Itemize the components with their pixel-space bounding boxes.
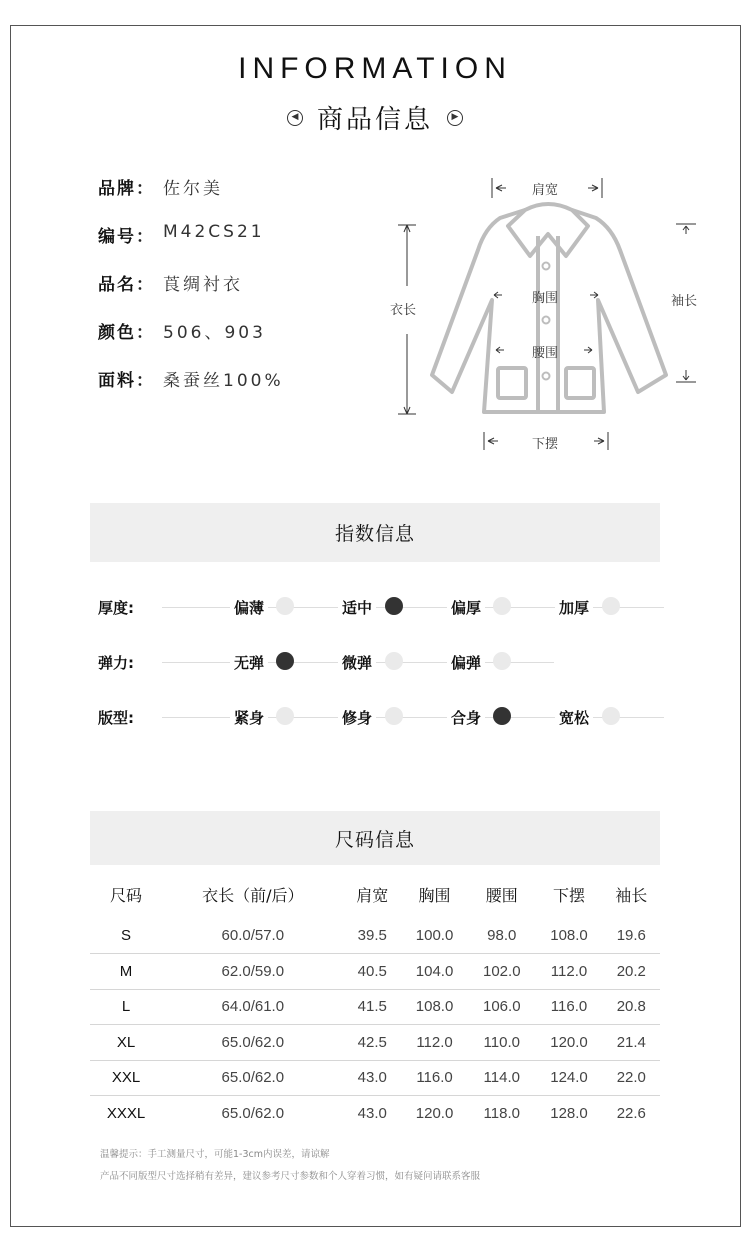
option-slim: 修身: [338, 707, 376, 728]
index-table: [98, 580, 668, 745]
index-label: 版型:: [98, 709, 134, 727]
table-cell: 118.0: [483, 1105, 520, 1122]
table-cell: 21.4: [603, 1025, 660, 1061]
table-cell: XXXL: [106, 1105, 146, 1122]
table-cell: 104.0: [401, 954, 468, 990]
table-cell: 106.0: [468, 989, 535, 1025]
option-stretch: 偏弹: [447, 652, 485, 673]
info-value: M42CS21: [163, 222, 265, 242]
info-key: 品名: [98, 275, 136, 295]
index-label: 厚度:: [98, 599, 134, 617]
table-cell: 98.0: [468, 918, 535, 954]
info-row-name: 品名 ： 莨绸衬衣: [98, 270, 284, 318]
size-section-header: 尺码信息: [90, 811, 660, 865]
option-dot: [385, 652, 403, 670]
table-row: [90, 989, 660, 1025]
info-row-fabric: 面料 ： 桑蚕丝100%: [98, 366, 284, 414]
table-cell: XXL: [90, 1060, 162, 1096]
table-cell: 22.6: [616, 1105, 646, 1122]
info-value: 506、903: [163, 323, 266, 343]
table-cell: 65.0/62.0: [162, 1060, 344, 1096]
column-header: 肩宽: [356, 885, 389, 905]
table-cell: 62.0/59.0: [162, 954, 344, 990]
table-cell: 43.0: [357, 1105, 387, 1122]
page-title-chinese: 商品信息: [316, 105, 433, 135]
info-key: 编号: [98, 227, 136, 247]
table-row: [90, 1060, 660, 1096]
option-dot: [602, 597, 620, 615]
option-slight-stretch: 微弹: [338, 652, 376, 673]
index-label: 弹力:: [98, 654, 134, 672]
table-cell: 20.8: [603, 989, 660, 1025]
table-cell: 120.0: [535, 1025, 602, 1061]
table-cell: 22.0: [603, 1060, 660, 1096]
page-title-chinese-row: [0, 99, 750, 136]
option-thin: 偏薄: [230, 597, 268, 618]
option-dot: [385, 707, 403, 725]
table-cell: 20.2: [603, 954, 660, 990]
label-sleeve: 袖长: [671, 294, 698, 309]
table-cell: 65.0/62.0: [221, 1105, 285, 1122]
option-dot: [493, 652, 511, 670]
info-key: 面料: [98, 371, 136, 391]
option-dot: [276, 597, 294, 615]
info-row-color: 颜色 ： 506、903: [98, 318, 284, 366]
column-header: 尺码: [109, 885, 142, 905]
label-length: 衣长: [390, 303, 417, 318]
column-header: 胸围: [418, 885, 451, 905]
table-cell: 42.5: [344, 1025, 401, 1061]
index-row-thickness: [98, 580, 668, 635]
info-value: 佐尔美: [163, 179, 223, 199]
table-cell: 116.0: [535, 989, 602, 1025]
table-row: [90, 954, 660, 990]
table-cell: XL: [90, 1025, 162, 1061]
option-loose: 宽松: [555, 707, 593, 728]
table-cell: 19.6: [603, 918, 660, 954]
table-row: [90, 1025, 660, 1061]
table-cell: 124.0: [535, 1060, 602, 1096]
option-dot-selected: [276, 652, 294, 670]
label-chest: 胸围: [532, 291, 559, 306]
table-cell: 64.0/61.0: [162, 989, 344, 1025]
option-medium: 适中: [338, 597, 376, 618]
option-dot: [276, 707, 294, 725]
table-cell: 110.0: [468, 1025, 535, 1061]
size-table-header-row: [90, 870, 660, 918]
table-cell: 108.0: [535, 918, 602, 954]
column-header: 衣长（前/后）: [202, 885, 304, 905]
table-cell: M: [90, 954, 162, 990]
table-cell: 100.0: [401, 918, 468, 954]
column-header: 腰围: [485, 885, 518, 905]
table-cell: 112.0: [401, 1025, 468, 1061]
info-row-code: 编号 ： M42CS21: [98, 222, 265, 247]
label-shoulder: 肩宽: [532, 183, 559, 198]
info-value: 莨绸衬衣: [163, 275, 243, 295]
table-cell: 128.0: [550, 1105, 588, 1122]
option-extra-thick: 加厚: [555, 597, 593, 618]
table-cell: 41.5: [344, 989, 401, 1025]
table-cell: 120.0: [415, 1105, 454, 1122]
note-size-advice: 产品不同版型尺寸选择稍有差异，建议参考尺寸参数和个人穿着习惯，如有疑问请联系客服: [100, 1171, 481, 1182]
column-header: 下摆: [553, 885, 586, 905]
label-waist: 腰围: [532, 346, 559, 361]
table-cell: 112.0: [535, 954, 602, 990]
index-row-fit: [98, 690, 668, 745]
shirt-measurement-diagram: [380, 170, 720, 460]
info-key: 品牌: [98, 179, 136, 199]
shirt-outline-icon: [380, 170, 720, 460]
note-measurement: 温馨提示：手工测量尺寸，可能1-3cm内误差，请谅解: [100, 1149, 330, 1160]
table-cell: 43.0: [344, 1060, 401, 1096]
right-arrow-icon: ▶: [447, 110, 463, 126]
label-hem: 下摆: [532, 437, 559, 452]
page-title-english: INFORMATION: [238, 52, 512, 85]
product-info: [98, 174, 284, 414]
column-header: 袖长: [615, 885, 648, 905]
option-dot-selected: [493, 707, 511, 725]
table-cell: L: [90, 989, 162, 1025]
table-cell: 114.0: [468, 1060, 535, 1096]
option-tight: 紧身: [230, 707, 268, 728]
table-cell: 116.0: [401, 1060, 468, 1096]
table-cell: 60.0/57.0: [162, 918, 344, 954]
option-regular: 合身: [447, 707, 485, 728]
table-cell: S: [90, 918, 162, 954]
table-cell: 39.5: [344, 918, 401, 954]
info-key: 颜色: [98, 323, 136, 343]
table-cell: 102.0: [468, 954, 535, 990]
index-section-header: 指数信息: [90, 503, 660, 562]
left-arrow-icon: ◀: [287, 110, 303, 126]
option-no-stretch: 无弹: [230, 652, 268, 673]
table-cell: 40.5: [344, 954, 401, 990]
table-cell: 65.0/62.0: [162, 1025, 344, 1061]
option-dot: [602, 707, 620, 725]
size-table: [90, 870, 660, 1131]
index-row-elasticity: [98, 635, 668, 690]
option-thick: 偏厚: [447, 597, 485, 618]
option-dot: [493, 597, 511, 615]
option-dot-selected: [385, 597, 403, 615]
info-row-brand: 品牌 ： 佐尔美: [98, 174, 284, 222]
table-row: [90, 1096, 660, 1132]
info-value: 桑蚕丝100%: [163, 371, 284, 391]
table-cell: 108.0: [401, 989, 468, 1025]
table-row: [90, 918, 660, 954]
